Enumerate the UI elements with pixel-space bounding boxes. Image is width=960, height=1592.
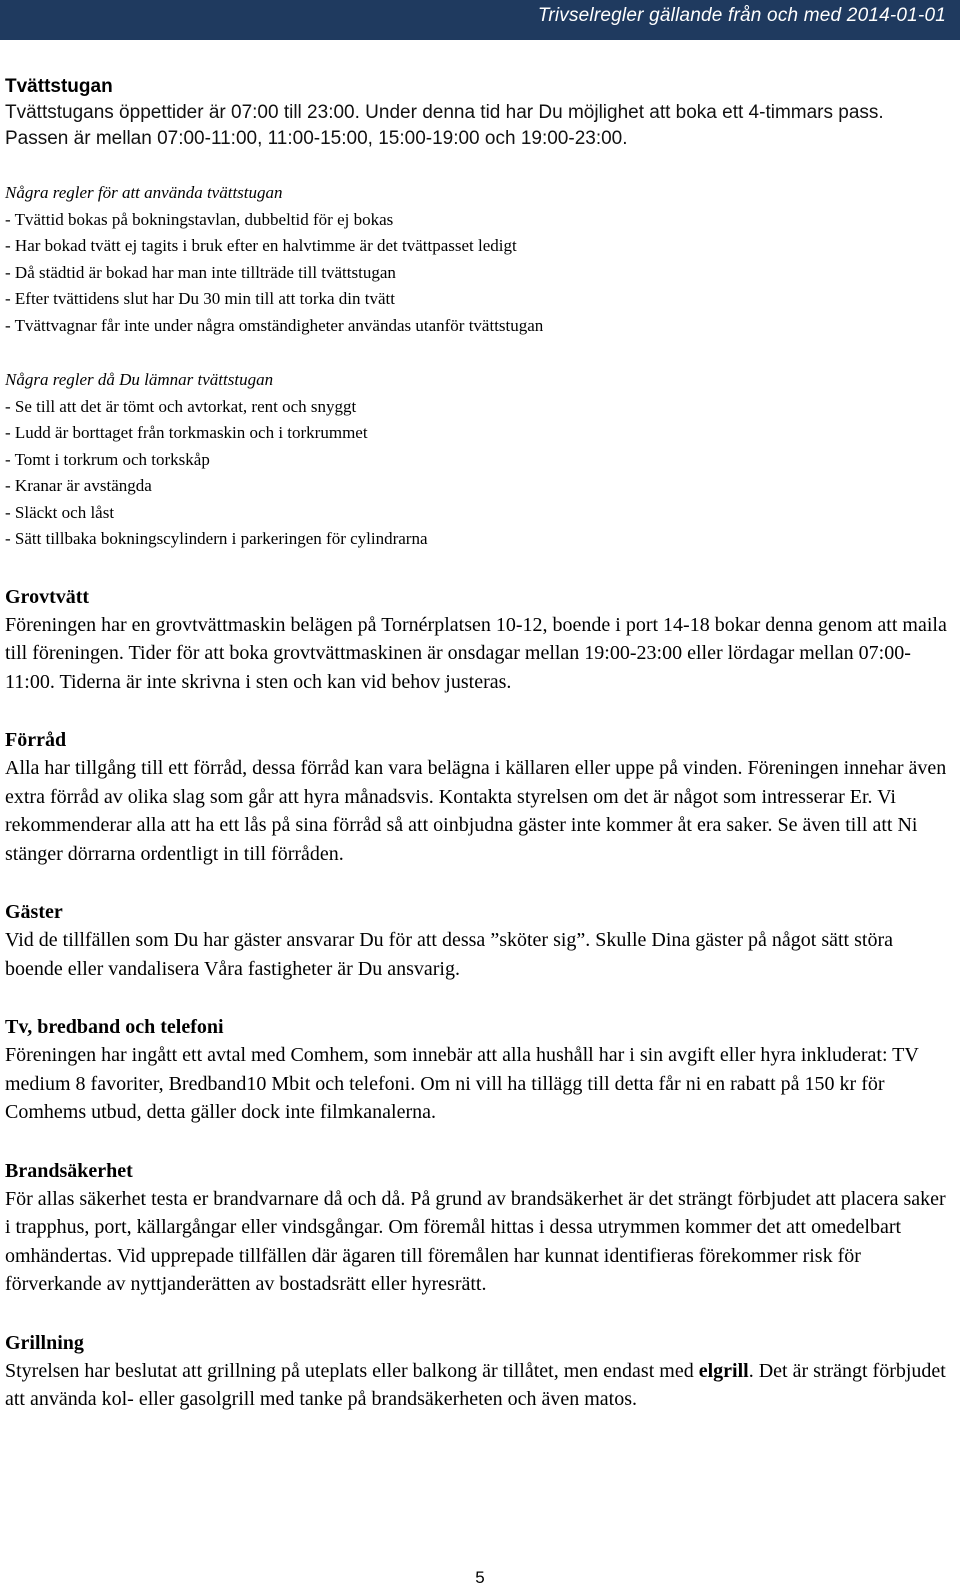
rules-use-item: - Då städtid är bokad har man inte tillträde till tvättstugan (5, 262, 396, 282)
section-body-brandsakerhet: För allas säkerhet testa er brandvarnare då och då. På grund av brandsäkerhet är det strängt förbjudet att placera saker i trapphus, port, källargångar eller vindsgångar. Om föremål hittas i dessa utrymmen kommer det att omedelbart omhändertas. Vid upprepade tillfällen där ägaren till föremålen har kunnat identifieras förekommer risk för förverkande av nyttjanderätten av bostadsrätt eller hyresrätt. (5, 1187, 946, 1295)
page-number: 5 (475, 1568, 485, 1587)
grillning-text-after: . Det är strängt förbjudet att använda kol- eller gasolgrill med tanke på brandsäkerheten och även matos. (5, 1359, 946, 1410)
rules-use-item: - Tvättid bokas på bokningstavlan, dubbeltid för ej bokas (5, 209, 394, 229)
rules-leave-item: - Ludd är borttaget från torkmaskin och i torkrummet (5, 423, 368, 442)
section-heading-tv: Tv, bredband och telefoni (5, 1016, 224, 1038)
section-heading-grillning: Grillning (5, 1331, 84, 1354)
section-body-gaster: Vid de tillfällen som Du har gäster ansvarar Du för att dessa ”sköter sig”. Skulle Dina gäster på något sätt störa boende eller vandalisera Våra fastigheter är Du ansvarig. (5, 929, 893, 980)
grillning-text-bold: elgrill (698, 1359, 749, 1382)
section-heading-grovtvatt: Grovtvätt (5, 585, 90, 608)
rules-use-item: - Efter tvättidens slut har Du 30 min till att torka din tvätt (5, 289, 395, 308)
grillning-text-before: Styrelsen har beslutat att grillning på uteplats eller balkong är tillåtet, men endast med (5, 1359, 699, 1382)
section-heading-brandsakerhet: Brandsäkerhet (5, 1159, 133, 1182)
rules-use-block (5, 180, 950, 339)
rules-leave-block (5, 367, 950, 553)
rules-leave-subheading: Några regler då Du lämnar tvättstugan (5, 370, 274, 389)
section-body-forrad: Alla har tillgång till ett förråd, dessa förråd kan vara belägna i källaren eller uppe på vinden. Föreningen innehar även extra förråd av olika slag som går att hyra månadsvis. Kontakta styrelsen om det är något som intresserar Er. Vi rekommenderar alla att ha ett lås på sina förråd så att oinbjudna gäster inte kommer åt era saker. Se även till att Ni stänger dörrarna ordentligt in till förråden. (5, 757, 947, 865)
rules-leave-item: - Släckt och låst (5, 502, 115, 522)
rules-leave-item: - Sätt tillbaka bokningscylindern i parkeringen för cylindrarna (5, 529, 428, 548)
rules-leave-item: - Kranar är avstängda (5, 476, 152, 495)
rules-use-item: - Har bokad tvätt ej tagits i bruk efter en halvtimme är det tvättpasset ledigt (5, 236, 517, 255)
rules-use-subheading: Några regler för att använda tvättstugan (5, 183, 283, 202)
rules-leave-item: - Tomt i torkrum och torkskåp (5, 449, 210, 469)
header-band (0, 0, 960, 40)
header-title: Trivselregler gällande från och med 2014-01-01 (537, 5, 946, 26)
section-body-grillning (5, 1357, 950, 1414)
section-heading-gaster: Gäster (5, 901, 63, 923)
rules-leave-item: - Se till att det är tömt och avtorkat, rent och snyggt (5, 396, 357, 416)
section-heading-tvattstugan: Tvättstugan (5, 76, 113, 97)
section-body-grovtvatt: Föreningen har en grovtvättmaskin belägen på Tornérplatsen 10-12, boende i port 14-18 bokar denna genom att maila till föreningen. Tider för att boka grovtvättmaskinen är onsdagar mellan 19:00-23:00 eller lördagar mellan 07:00-11:00. Tiderna är inte skrivna i sten och kan vid behov justeras. (5, 613, 947, 693)
rules-use-item: - Tvättvagnar får inte under några omständigheter användas utanför tvättstugan (5, 315, 544, 335)
section-body-tv: Föreningen har ingått ett avtal med Comhem, som innebär att alla hushåll har i sin avgift eller hyra inkluderat: TV medium 8 favoriter, Bredband10 Mbit och telefoni. Om ni vill ha tillägg till detta får ni en rabatt på 150 kr för Comhems utbud, detta gäller dock inte filmkanalerna. (5, 1044, 919, 1123)
section-heading-forrad: Förråd (5, 729, 67, 751)
document-body (5, 74, 950, 1414)
tvattstugan-intro: Tvättstugans öppettider är 07:00 till 23:00. Under denna tid har Du möjlighet att boka ett 4-timmars pass. Passen är mellan 07:00-11:00, 11:00-15:00, 15:00-19:00 och 19:00-23:00. (5, 102, 884, 149)
